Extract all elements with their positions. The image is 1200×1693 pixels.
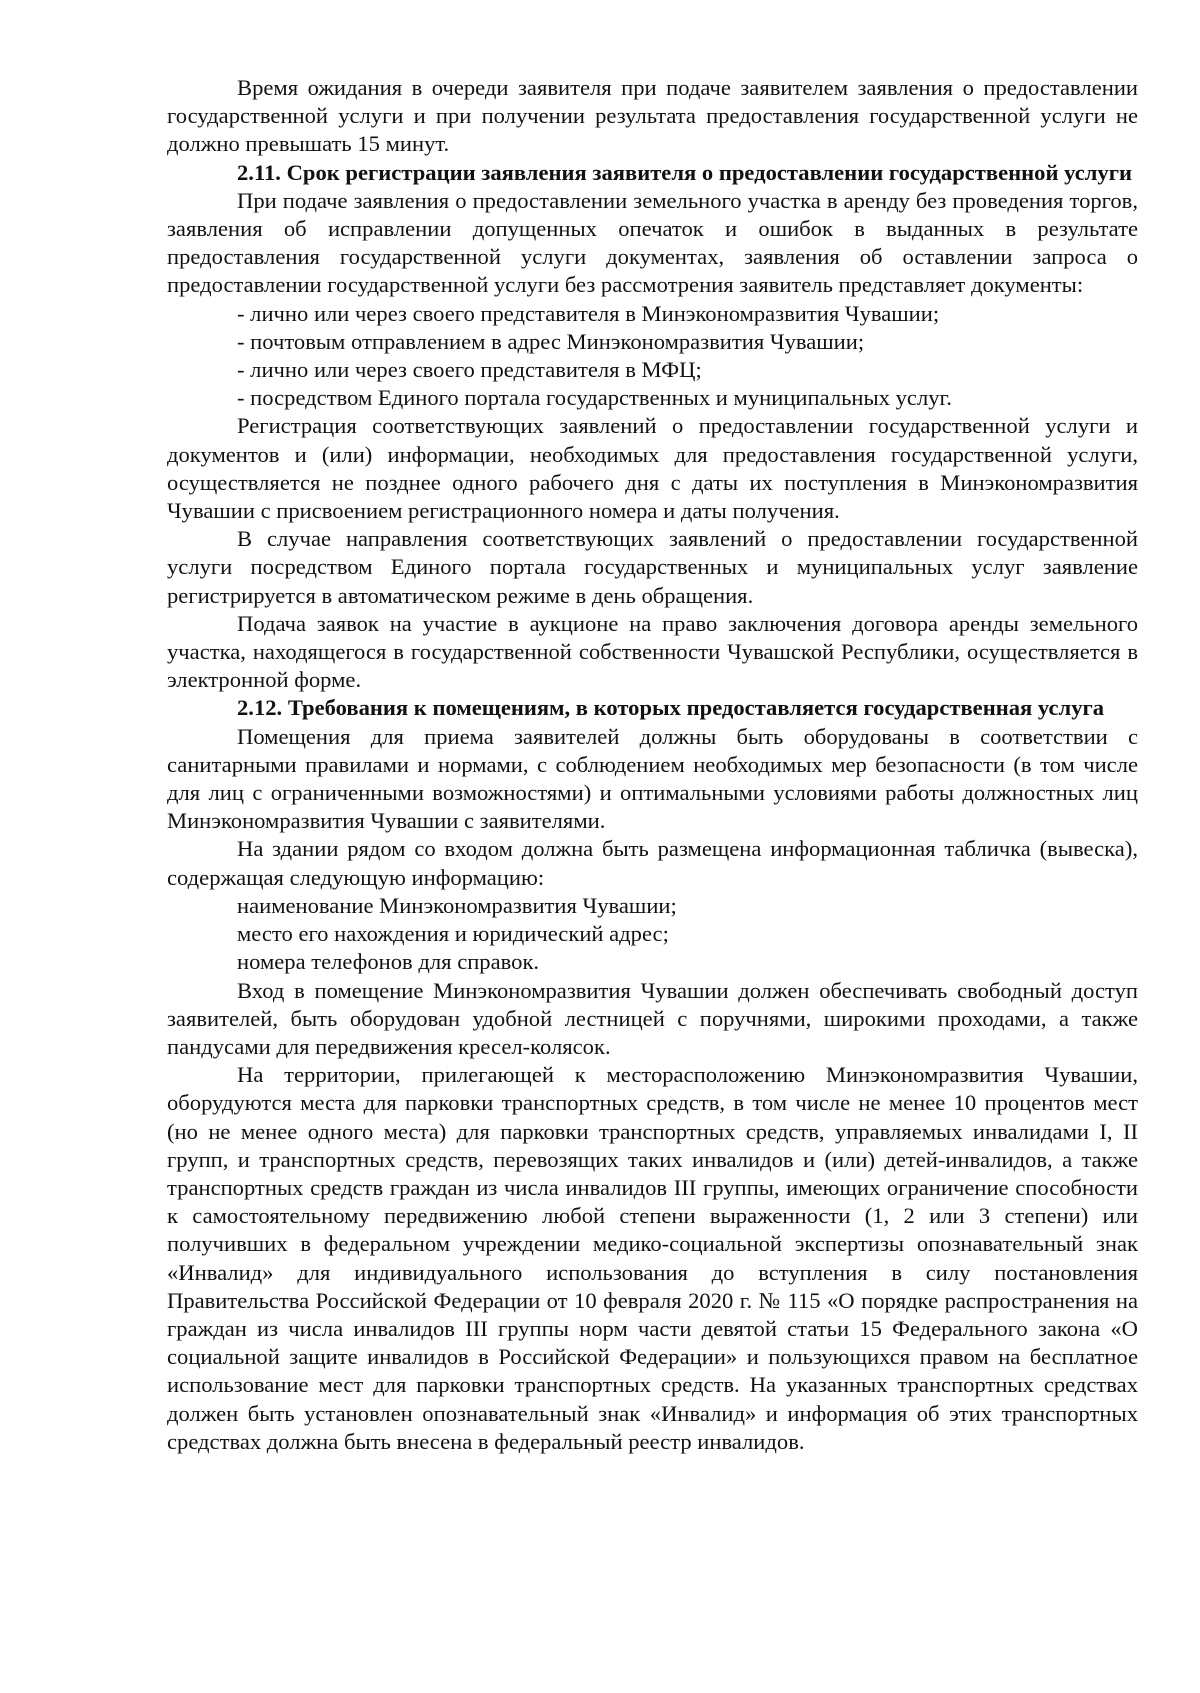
paragraph-parking: На территории, прилегающей к месторасположению Минэкономразвития Чувашии, оборудуются места для парковки транспортных средств, в том числе не менее 10 процентов мест (но не менее одного места) для парковки транспортных средств, управляемых инвалидами I, II групп, и транспортных средств, перевозящих таких инвалидов и (или) детей-инвалидов, а также транспортных средств граждан из числа инвалидов III группы, имеющих ограничение способности к самостоятельному передвижению любой степени выраженности (1, 2 или 3 степени) или получивших в федеральном учреждении медико-социальной экспертизы опознавательный знак «Инвалид» для индивидуального использования до вступления в силу постановления Правительства Российской Федерации от 10 февраля 2020 г. № 115 «О порядке распространения на граждан из числа инвалидов III группы норм части девятой статьи 15 Федерального закона «О социальной защите инвалидов в Российской Федерации» и пользующихся правом на бесплатное использование мест для парковки транспортных средств. На указанных транспортных средствах должен быть установлен опознавательный знак «Инвалид» и информация об этих транспортных средствах должна быть внесена в федеральный реестр инвалидов. <box>167 1062 1138 1454</box>
paragraph-submission-methods: При подаче заявления о предоставлении земельного участка в аренду без проведения торгов, заявления об исправлении допущенных опечаток и ошибок в выданных в результате предоставления государственной услуги документах, заявления об оставлении запроса о предоставлении государственной услуги без рассмотрения заявитель представляет документы: <box>167 187 1138 298</box>
paragraph-auction-applications: Подача заявок на участие в аукционе на право заключения договора аренды земельного участка, находящегося в государственной собственности Чувашской Республики, осуществляется в электронной форме. <box>167 610 1138 693</box>
section-heading-2-12: 2.12. Требования к помещениям, в которых предоставляется государственная услуга <box>237 695 1105 721</box>
list-item: - лично или через своего представителя в Минэкономразвития Чувашии; <box>237 300 940 326</box>
paragraph-waiting-time: Время ожидания в очереди заявителя при подаче заявителем заявления о предоставлении государственной услуги и при получении результата предоставления государственной услуги не должно превышать 15 минут. <box>167 75 1138 157</box>
list-item: место его нахождения и юридический адрес; <box>237 921 669 947</box>
list-item: - посредством Единого портала государственных и муниципальных услуг. <box>237 385 952 411</box>
paragraph-entrance: Вход в помещение Минэкономразвития Чувашии должен обеспечивать свободный доступ заявителей, быть оборудован удобной лестницей с поручнями, широкими проходами, а также пандусами для передвижения кресел-колясок. <box>167 977 1138 1059</box>
list-item: наименование Минэкономразвития Чувашии; <box>237 892 677 918</box>
paragraph-portal-registration: В случае направления соответствующих заявлений о предоставлении государственной услуги посредством Единого портала государственных и муниципальных услуг заявление регистрируется в автоматическом режиме в день обращения. <box>167 526 1138 608</box>
document-page <box>167 74 1138 1456</box>
section-heading-2-11: 2.11. Срок регистрации заявления заявителя о предоставлении государственной услуги <box>237 159 1133 185</box>
list-item: номера телефонов для справок. <box>237 949 540 975</box>
paragraph-premises: Помещения для приема заявителей должны быть оборудованы в соответствии с санитарными правилами и нормами, с соблюдением необходимых мер безопасности (в том числе для лиц с ограниченными возможностями) и оптимальными условиями работы должностных лиц Минэкономразвития Чувашии с заявителями. <box>167 723 1138 834</box>
list-item: - почтовым отправлением в адрес Минэкономразвития Чувашии; <box>237 328 865 354</box>
paragraph-registration: Регистрация соответствующих заявлений о предоставлении государственной услуги и документов и (или) информации, необходимых для предоставления государственной услуги, осуществляется не позднее одного рабочего дня с даты их поступления в Минэкономразвития Чувашии с присвоением регистрационного номера и даты получения. <box>167 413 1138 524</box>
list-item: - лично или через своего представителя в МФЦ; <box>237 357 702 383</box>
paragraph-signboard: На здании рядом со входом должна быть размещена информационная табличка (вывеска), содержащая следующую информацию: <box>167 836 1138 890</box>
